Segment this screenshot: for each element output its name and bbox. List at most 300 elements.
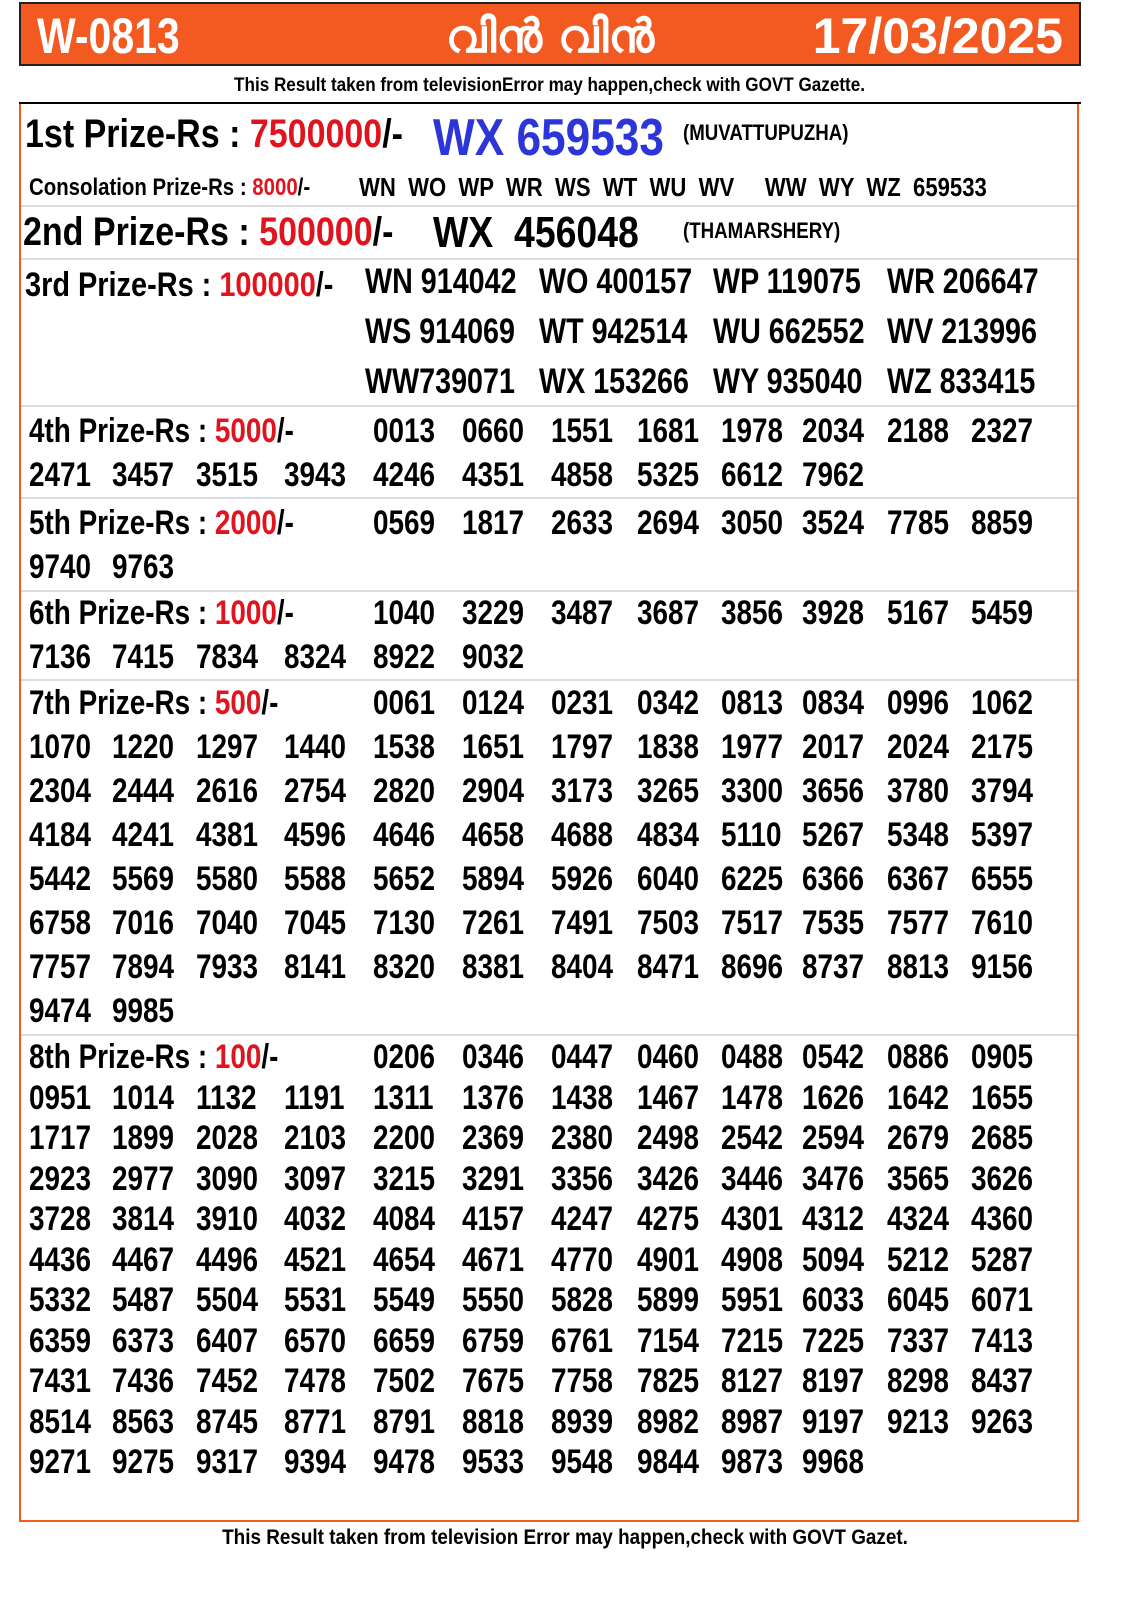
prize-number: 2679 [887,1119,950,1157]
prize-number: 4671 [462,1240,525,1279]
prize-number: 3215 [373,1159,436,1198]
third-prize-ticket: WX 153266 [539,362,689,401]
prize-number: 8939 [551,1402,614,1441]
prize-number: 4908 [721,1240,784,1279]
prize-number: 7834 [196,638,259,676]
prize-number: 9317 [196,1443,259,1481]
prize-number: 3291 [462,1159,525,1198]
prize-number: 6373 [112,1321,175,1360]
prize-number: 6761 [551,1321,614,1360]
prize-number: 0013 [373,412,436,450]
prize-number: 6407 [196,1321,259,1360]
prize-number: 7261 [462,904,525,942]
prize-number: 4834 [637,816,700,854]
prize-number: 7415 [112,638,175,676]
prize-number: 2444 [112,772,175,810]
prize-number: 7503 [637,904,700,942]
prize-number: 5504 [196,1281,259,1319]
prize-number: 5531 [284,1281,347,1319]
prize-number: 7675 [462,1362,525,1400]
prize-number: 1978 [721,412,784,450]
consolation-suffix: /- [297,174,311,201]
second-prize-row [23,210,459,255]
prize-number: 6045 [887,1281,950,1319]
prize-number: 8471 [637,948,700,986]
prize-number: 2103 [284,1119,347,1157]
prize-number: 5267 [802,816,865,854]
prize-number: 4351 [462,456,525,494]
prize-number: 4275 [637,1200,700,1238]
prize-number: 7894 [112,948,175,986]
prize-number: 0346 [462,1038,525,1076]
prize-number: 4032 [284,1200,347,1238]
prize-number: 2369 [462,1119,525,1157]
third-prize-ticket: WZ 833415 [887,362,1036,401]
prize-number: 3229 [462,594,525,632]
prize-number: 8437 [971,1362,1034,1400]
prize-number: 6367 [887,860,950,898]
prize-number: 2471 [29,456,92,494]
prize-number: 3476 [802,1159,865,1198]
third-prize-ticket: WT 942514 [539,312,688,351]
prize-number: 9478 [373,1443,436,1481]
prize-number: 3814 [112,1200,175,1238]
prize-number: 0542 [802,1038,865,1076]
prize-number: 1311 [373,1078,434,1117]
prize-number: 5397 [971,816,1034,854]
eighth-prize-header: 8th Prize-Rs : 100/- [29,1038,279,1076]
prize-number: 7610 [971,904,1034,942]
prize-number: 5926 [551,860,614,898]
prize-number: 2028 [196,1119,259,1157]
result-header [19,2,1081,66]
prize-number: 3728 [29,1200,92,1238]
prize-number: 6359 [29,1321,92,1360]
prize-number: 0124 [462,684,525,722]
prize-number: 0231 [551,684,614,722]
prize-number: 4084 [373,1200,436,1238]
prize-number: 7337 [887,1321,950,1360]
prize-number: 9873 [721,1443,784,1481]
prize-number: 8404 [551,948,614,986]
prize-number: 1899 [112,1119,175,1157]
prize-number: 3446 [721,1159,784,1198]
prize-number: 9213 [887,1402,950,1441]
prize-number: 2380 [551,1119,614,1157]
prize-number: 3457 [112,456,175,494]
prize-number: 1717 [29,1119,92,1157]
prize-number: 0206 [373,1038,436,1076]
third-prize-suffix: /- [315,266,334,304]
prize-number: 7452 [196,1362,259,1400]
prize-number: 4360 [971,1200,1034,1238]
prize-number: 4654 [373,1240,436,1279]
prize-number: 0342 [637,684,700,722]
prize-number: 4324 [887,1200,950,1238]
prize-number: 4246 [373,456,436,494]
prize-number: 9968 [802,1443,865,1481]
prize-number: 2304 [29,772,92,810]
prize-number: 6759 [462,1321,525,1360]
prize-number: 5287 [971,1240,1034,1279]
first-prize-label: 1st Prize-Rs : [25,112,250,156]
prize-number: 0660 [462,412,525,450]
prize-number: 0951 [29,1078,92,1117]
prize-number: 1297 [196,728,259,766]
prize-number: 7757 [29,948,92,986]
prize-number: 7040 [196,904,259,942]
prize-number: 5167 [887,594,950,632]
prize-number: 0488 [721,1038,784,1076]
prize-number: 1626 [802,1078,865,1117]
prize-number: 4858 [551,456,614,494]
third-prize-ticket: WW739071 [365,362,515,401]
prize-number: 4184 [29,816,92,854]
prize-number: 0569 [373,504,436,542]
prize-number: 1642 [887,1078,950,1117]
prize-number: 7130 [373,904,436,942]
prize-number: 9197 [802,1402,865,1441]
draw-code: W-0813 [37,8,180,64]
prize-number: 5569 [112,860,175,898]
prize-number: 8127 [721,1362,784,1400]
prize-number: 0886 [887,1038,950,1076]
prize-number: 8982 [637,1402,700,1441]
prize-number: 4770 [551,1240,614,1279]
prize-number: 2188 [887,412,950,450]
prize-number: 3090 [196,1159,259,1198]
prize-number: 7436 [112,1362,175,1400]
prize-number: 1014 [112,1078,175,1117]
third-prize-ticket: WS 914069 [365,312,515,351]
prize-number: 8859 [971,504,1034,542]
divider [21,497,1077,499]
divider [21,258,1077,260]
prize-number: 5550 [462,1281,525,1319]
prize-number: 8745 [196,1402,259,1441]
prize-number: 6040 [637,860,700,898]
prize-number: 8771 [284,1402,347,1441]
prize-number: 3524 [802,504,865,542]
prize-number: 8381 [462,948,525,986]
third-prize-ticket: WV 213996 [887,312,1037,351]
prize-number: 9032 [462,638,525,676]
prize-number: 9844 [637,1443,700,1481]
prize-number: 4658 [462,816,525,854]
prize-number: 2175 [971,728,1034,766]
prize-number: 4301 [721,1200,784,1238]
prize-number: 2633 [551,504,614,542]
prize-number: 4688 [551,816,614,854]
third-prize-ticket: WP 119075 [713,262,861,301]
prize-number: 2594 [802,1119,865,1157]
prize-number: 7577 [887,904,950,942]
prize-number: 1062 [971,684,1034,722]
prize-number: 3780 [887,772,950,810]
prize-number: 8791 [373,1402,436,1441]
prize-number: 7045 [284,904,347,942]
prize-number: 8987 [721,1402,784,1441]
prize-number: 6758 [29,904,92,942]
third-prize-row [25,266,388,305]
prize-number: 2017 [802,728,865,766]
prize-number: 7962 [802,456,865,494]
prize-number: 2820 [373,772,436,810]
prize-number: 2923 [29,1159,92,1198]
prize-number: 9263 [971,1402,1034,1441]
first-prize-ticket: WX 659533 [433,109,664,167]
prize-number: 0834 [802,684,865,722]
prize-number: 2200 [373,1119,436,1157]
prize-number: 7502 [373,1362,436,1400]
prize-number: 5459 [971,594,1034,632]
prize-number: 0905 [971,1038,1034,1076]
prize-number: 4596 [284,816,347,854]
divider [21,205,1077,207]
prize-number: 7933 [196,948,259,986]
fifth-prize-header: 5th Prize-Rs : 2000/- [29,504,294,542]
seventh-prize-header: 7th Prize-Rs : 500/- [29,684,279,722]
third-prize-ticket: WN 914042 [365,262,517,301]
prize-number: 4241 [112,816,175,854]
prize-number: 4381 [196,816,259,854]
prize-number: 3943 [284,456,347,494]
prize-number: 3910 [196,1200,259,1238]
prize-number: 5110 [721,816,782,854]
prize-number: 9763 [112,548,175,586]
prize-number: 2904 [462,772,525,810]
prize-number: 3515 [196,456,259,494]
consolation-tickets: WN WO WP WR WS WT WU WV WW WY WZ 659533 [359,172,987,202]
prize-number: 1651 [462,728,525,766]
prize-number: 1478 [721,1078,784,1117]
prize-number: 7758 [551,1362,614,1400]
prize-number: 3426 [637,1159,700,1198]
prize-number: 6659 [373,1321,436,1360]
prize-number: 6071 [971,1281,1034,1319]
prize-number: 6570 [284,1321,347,1360]
prize-number: 4247 [551,1200,614,1238]
prize-number: 8514 [29,1402,92,1441]
prize-number: 7431 [29,1362,92,1400]
prize-number: 8813 [887,948,950,986]
prize-number: 1220 [112,728,175,766]
first-prize-amount: 7500000 [249,112,383,156]
prize-number: 2685 [971,1119,1034,1157]
results-panel [19,104,1079,1522]
prize-number: 0460 [637,1038,700,1076]
second-prize-suffix: /- [372,210,394,254]
prize-number: 7016 [112,904,175,942]
prize-number: 3856 [721,594,784,632]
prize-number: 0061 [373,684,436,722]
prize-number: 5094 [802,1240,865,1279]
prize-number: 8320 [373,948,436,986]
second-prize-place: (THAMARSHERY) [683,218,841,243]
prize-number: 6033 [802,1281,865,1319]
prize-number: 3487 [551,594,614,632]
first-prize-suffix: /- [382,112,403,156]
bottom-notice: This Result taken from television Error may happen,check with GOVT Gazet. [222,1526,909,1549]
prize-number: 4436 [29,1240,92,1279]
prize-number: 1440 [284,728,347,766]
prize-number: 8324 [284,638,347,676]
prize-number: 2034 [802,412,865,450]
prize-number: 5212 [887,1240,950,1279]
prize-number: 1538 [373,728,436,766]
prize-number: 1681 [637,412,700,450]
prize-number: 4901 [637,1240,700,1279]
third-prize-ticket: WO 400157 [539,262,693,301]
prize-number: 2754 [284,772,347,810]
lottery-name: വിൻ വിൻ [445,9,655,63]
prize-number: 1797 [551,728,614,766]
prize-number: 1467 [637,1078,700,1117]
consolation-amount: 8000 [252,174,298,201]
prize-number: 7785 [887,504,950,542]
prize-number: 3794 [971,772,1034,810]
prize-number: 1838 [637,728,700,766]
prize-number: 2024 [887,728,950,766]
prize-number: 3356 [551,1159,614,1198]
prize-number: 6366 [802,860,865,898]
prize-number: 3050 [721,504,784,542]
second-prize-ticket: WX 456048 [433,208,639,257]
prize-number: 3687 [637,594,700,632]
prize-number: 3565 [887,1159,950,1198]
prize-number: 5442 [29,860,92,898]
prize-number: 2616 [196,772,259,810]
prize-number: 0813 [721,684,784,722]
prize-number: 8737 [802,948,865,986]
prize-number: 1191 [284,1078,345,1117]
divider [21,1034,1077,1036]
prize-number: 4157 [462,1200,525,1238]
divider [21,679,1077,681]
prize-number: 9474 [29,992,92,1030]
prize-number: 9533 [462,1443,525,1481]
prize-number: 5951 [721,1281,784,1319]
third-prize-ticket: WR 206647 [887,262,1039,301]
prize-number: 4496 [196,1240,259,1279]
prize-number: 4521 [284,1240,347,1279]
prize-number: 5894 [462,860,525,898]
prize-number: 4646 [373,816,436,854]
divider [21,590,1077,592]
prize-number: 5332 [29,1281,92,1319]
prize-number: 7478 [284,1362,347,1400]
third-prize-label: 3rd Prize-Rs : [25,266,220,304]
prize-number: 5348 [887,816,950,854]
prize-number: 8922 [373,638,436,676]
prize-number: 7225 [802,1321,865,1360]
prize-number: 7535 [802,904,865,942]
first-prize-place: (MUVATTUPUZHA) [683,120,849,145]
prize-number: 3928 [802,594,865,632]
third-prize-amount: 100000 [219,266,316,304]
second-prize-label: 2nd Prize-Rs : [23,210,260,254]
prize-number: 9275 [112,1443,175,1481]
prize-number: 5828 [551,1281,614,1319]
prize-number: 1376 [462,1078,525,1117]
prize-number: 1551 [551,412,614,450]
prize-number: 5549 [373,1281,436,1319]
prize-number: 6555 [971,860,1034,898]
prize-number: 5325 [637,456,700,494]
draw-date: 17/03/2025 [812,8,1063,64]
prize-number: 5487 [112,1281,175,1319]
prize-number: 3173 [551,772,614,810]
prize-number: 2327 [971,412,1034,450]
fourth-prize-header: 4th Prize-Rs : 5000/- [29,412,294,450]
prize-number: 1655 [971,1078,1034,1117]
prize-number: 6225 [721,860,784,898]
prize-number: 7517 [721,904,784,942]
sixth-prize-header: 6th Prize-Rs : 1000/- [29,594,294,632]
prize-number: 1817 [462,504,525,542]
prize-number: 9394 [284,1443,347,1481]
prize-number: 3265 [637,772,700,810]
prize-number: 4467 [112,1240,175,1279]
prize-number: 2694 [637,504,700,542]
prize-number: 9985 [112,992,175,1030]
prize-number: 0447 [551,1038,614,1076]
third-prize-ticket: WU 662552 [713,312,865,351]
prize-number: 3656 [802,772,865,810]
prize-number: 9740 [29,548,92,586]
prize-number: 8696 [721,948,784,986]
prize-number: 0996 [887,684,950,722]
prize-number: 6612 [721,456,784,494]
prize-number: 7491 [551,904,614,942]
top-notice: This Result taken from televisionError may happen,check with GOVT Gazette. [19,70,1081,104]
prize-number: 5588 [284,860,347,898]
prize-number: 8563 [112,1402,175,1441]
prize-number: 2977 [112,1159,175,1198]
second-prize-amount: 500000 [259,210,373,254]
consolation-label: Consolation Prize-Rs : [29,174,253,201]
prize-number: 5580 [196,860,259,898]
prize-number: 7215 [721,1321,784,1360]
prize-number: 9271 [29,1443,92,1481]
prize-number: 8298 [887,1362,950,1400]
third-prize-ticket: WY 935040 [713,362,863,401]
prize-number: 3300 [721,772,784,810]
first-prize-row [25,112,470,157]
prize-number: 8141 [284,948,347,986]
prize-number: 8197 [802,1362,865,1400]
prize-number: 1132 [196,1078,257,1117]
prize-number: 1070 [29,728,92,766]
prize-number: 7136 [29,638,92,676]
prize-number: 5899 [637,1281,700,1319]
prize-number: 1438 [551,1078,614,1117]
prize-number: 9548 [551,1443,614,1481]
consolation-row [29,174,360,202]
prize-number: 7413 [971,1321,1034,1360]
prize-number: 2542 [721,1119,784,1157]
prize-number: 2498 [637,1119,700,1157]
prize-number: 3626 [971,1159,1034,1198]
prize-number: 1977 [721,728,784,766]
prize-number: 4312 [802,1200,865,1238]
prize-number: 3097 [284,1159,347,1198]
prize-number: 5652 [373,860,436,898]
prize-number: 7154 [637,1321,700,1360]
prize-number: 9156 [971,948,1034,986]
divider [21,405,1077,407]
prize-number: 1040 [373,594,436,632]
